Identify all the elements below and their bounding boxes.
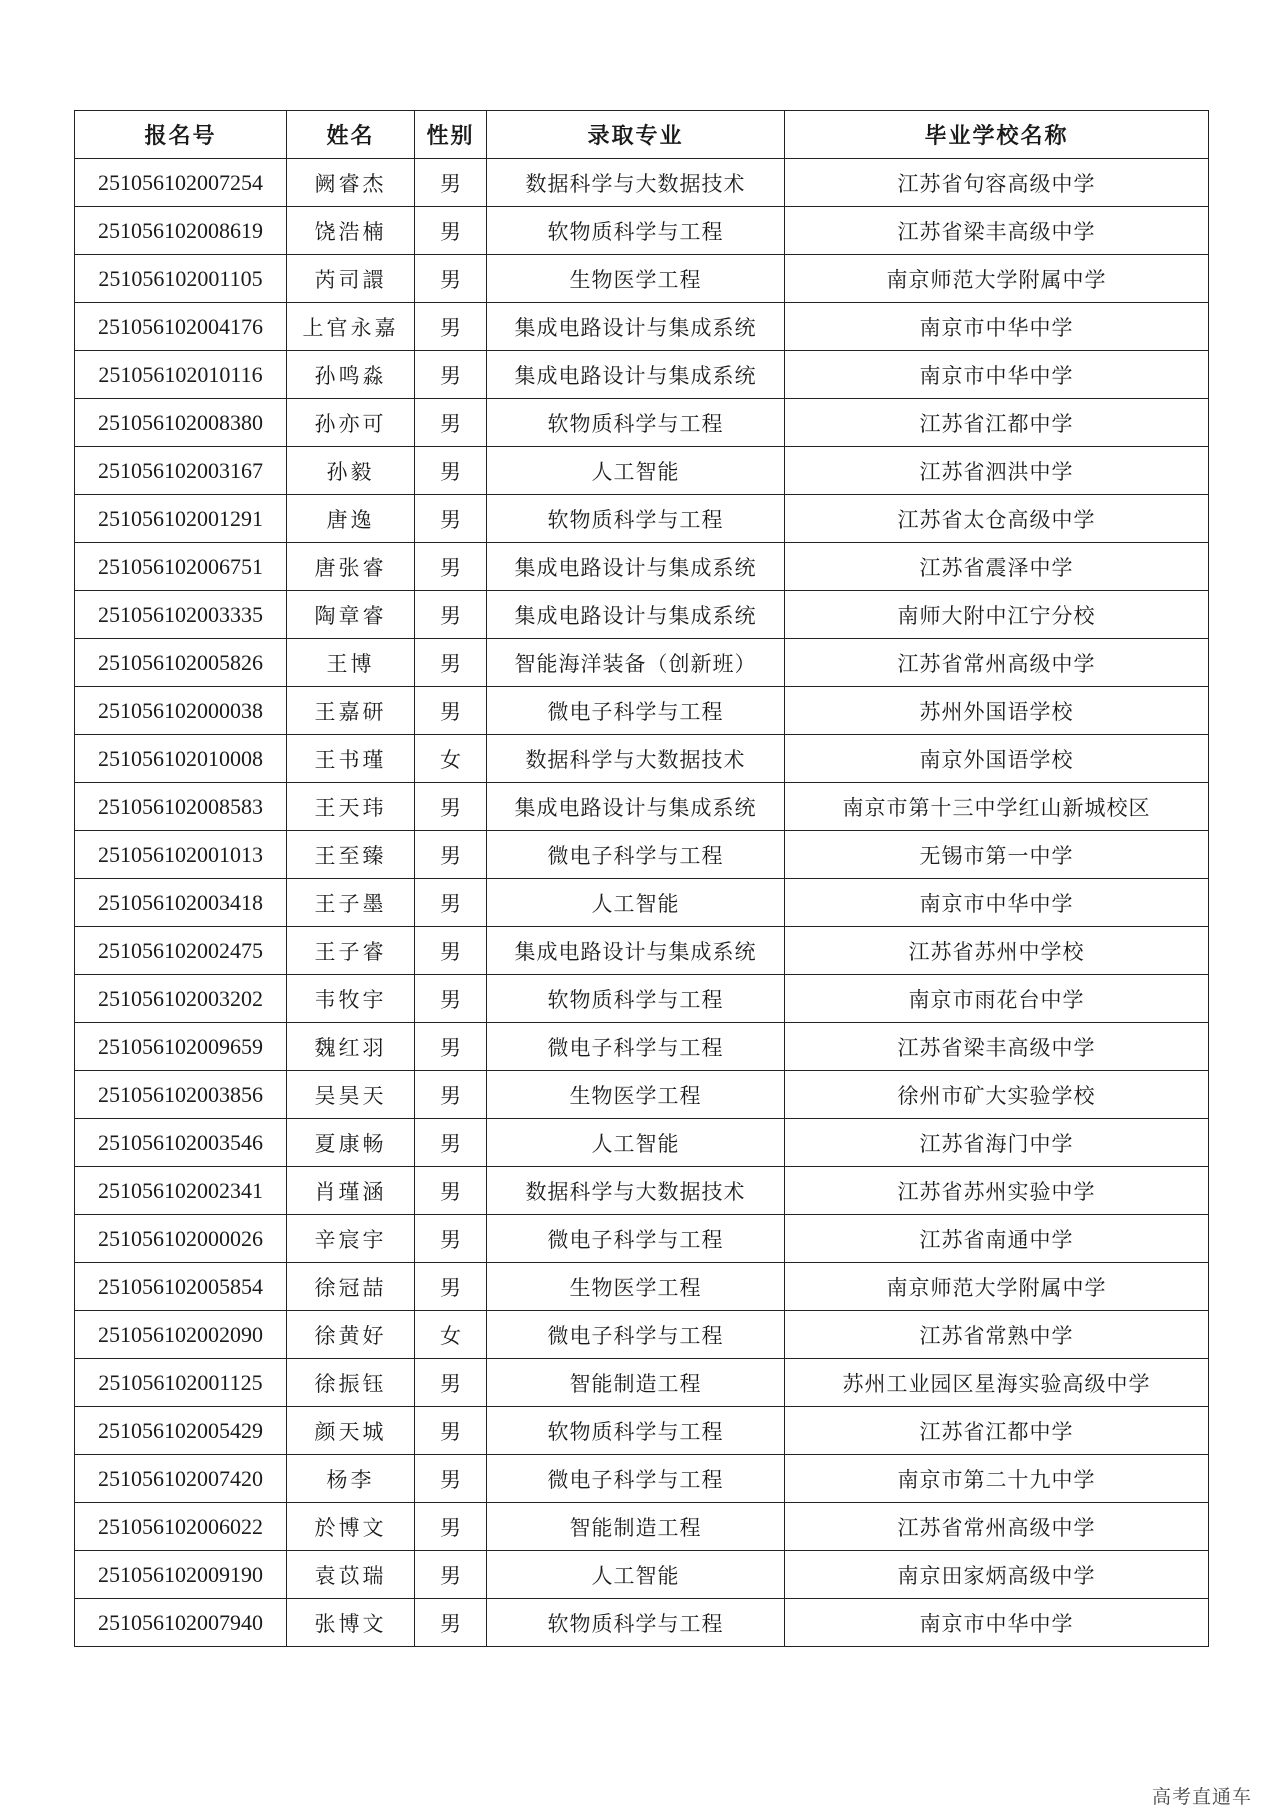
name-cell: 王嘉研 <box>287 687 415 735</box>
registration-number-cell: 251056102001125 <box>75 1359 287 1407</box>
gender-cell: 男 <box>415 1119 487 1167</box>
school-cell: 江苏省句容高级中学 <box>785 159 1209 207</box>
table-row <box>75 783 1209 831</box>
major-cell: 智能制造工程 <box>487 1503 785 1551</box>
major-cell: 集成电路设计与集成系统 <box>487 927 785 975</box>
major-cell: 智能制造工程 <box>487 1359 785 1407</box>
major-cell: 微电子科学与工程 <box>487 831 785 879</box>
school-cell: 南京市雨花台中学 <box>785 975 1209 1023</box>
major-cell: 生物医学工程 <box>487 255 785 303</box>
name-cell: 饶浩楠 <box>287 207 415 255</box>
gender-cell: 女 <box>415 735 487 783</box>
header-gender: 性别 <box>415 111 487 159</box>
major-cell: 软物质科学与工程 <box>487 975 785 1023</box>
header-major: 录取专业 <box>487 111 785 159</box>
name-cell: 袁苡瑞 <box>287 1551 415 1599</box>
registration-number-cell: 251056102005826 <box>75 639 287 687</box>
name-cell: 孙毅 <box>287 447 415 495</box>
table-row <box>75 303 1209 351</box>
major-cell: 集成电路设计与集成系统 <box>487 543 785 591</box>
major-cell: 数据科学与大数据技术 <box>487 159 785 207</box>
school-cell: 南京外国语学校 <box>785 735 1209 783</box>
table-row <box>75 879 1209 927</box>
registration-number-cell: 251056102001105 <box>75 255 287 303</box>
registration-number-cell: 251056102007254 <box>75 159 287 207</box>
registration-number-cell: 251056102009190 <box>75 1551 287 1599</box>
major-cell: 软物质科学与工程 <box>487 399 785 447</box>
school-cell: 江苏省梁丰高级中学 <box>785 1023 1209 1071</box>
major-cell: 集成电路设计与集成系统 <box>487 351 785 399</box>
school-cell: 南京师范大学附属中学 <box>785 255 1209 303</box>
table-row <box>75 1599 1209 1647</box>
gender-cell: 男 <box>415 783 487 831</box>
gender-cell: 男 <box>415 1407 487 1455</box>
gender-cell: 男 <box>415 255 487 303</box>
table-row <box>75 1503 1209 1551</box>
gender-cell: 男 <box>415 975 487 1023</box>
watermark: 高考直通车 <box>1151 1786 1252 1808</box>
school-cell: 江苏省泗洪中学 <box>785 447 1209 495</box>
name-cell: 王博 <box>287 639 415 687</box>
gender-cell: 男 <box>415 543 487 591</box>
name-cell: 徐冠喆 <box>287 1263 415 1311</box>
gender-cell: 男 <box>415 1023 487 1071</box>
header-school: 毕业学校名称 <box>785 111 1209 159</box>
gender-cell: 男 <box>415 495 487 543</box>
school-cell: 苏州工业园区星海实验高级中学 <box>785 1359 1209 1407</box>
name-cell: 徐振钰 <box>287 1359 415 1407</box>
school-cell: 江苏省震泽中学 <box>785 543 1209 591</box>
registration-number-cell: 251056102003546 <box>75 1119 287 1167</box>
school-cell: 南京市第十三中学红山新城校区 <box>785 783 1209 831</box>
school-cell: 南京市第二十九中学 <box>785 1455 1209 1503</box>
registration-number-cell: 251056102003856 <box>75 1071 287 1119</box>
school-cell: 南京田家炳高级中学 <box>785 1551 1209 1599</box>
major-cell: 软物质科学与工程 <box>487 495 785 543</box>
name-cell: 芮司譞 <box>287 255 415 303</box>
gender-cell: 男 <box>415 1455 487 1503</box>
registration-number-cell: 251056102001013 <box>75 831 287 879</box>
table-row <box>75 591 1209 639</box>
major-cell: 数据科学与大数据技术 <box>487 735 785 783</box>
gender-cell: 男 <box>415 1599 487 1647</box>
gender-cell: 男 <box>415 831 487 879</box>
registration-number-cell: 251056102002341 <box>75 1167 287 1215</box>
name-cell: 颜天城 <box>287 1407 415 1455</box>
gender-cell: 男 <box>415 639 487 687</box>
major-cell: 软物质科学与工程 <box>487 207 785 255</box>
registration-number-cell: 251056102003167 <box>75 447 287 495</box>
name-cell: 上官永嘉 <box>287 303 415 351</box>
school-cell: 南京市中华中学 <box>785 1599 1209 1647</box>
name-cell: 肖瑾涵 <box>287 1167 415 1215</box>
name-cell: 王至臻 <box>287 831 415 879</box>
table-row <box>75 543 1209 591</box>
table-row <box>75 351 1209 399</box>
school-cell: 江苏省常州高级中学 <box>785 639 1209 687</box>
major-cell: 生物医学工程 <box>487 1071 785 1119</box>
gender-cell: 男 <box>415 879 487 927</box>
gender-cell: 男 <box>415 159 487 207</box>
gender-cell: 男 <box>415 1215 487 1263</box>
name-cell: 孙鸣淼 <box>287 351 415 399</box>
registration-number-cell: 251056102006751 <box>75 543 287 591</box>
gender-cell: 男 <box>415 1071 487 1119</box>
major-cell: 集成电路设计与集成系统 <box>487 783 785 831</box>
gender-cell: 女 <box>415 1311 487 1359</box>
table-row <box>75 831 1209 879</box>
registration-number-cell: 251056102007940 <box>75 1599 287 1647</box>
school-cell: 江苏省常州高级中学 <box>785 1503 1209 1551</box>
registration-number-cell: 251056102003202 <box>75 975 287 1023</box>
registration-number-cell: 251056102005429 <box>75 1407 287 1455</box>
gender-cell: 男 <box>415 303 487 351</box>
name-cell: 陶章睿 <box>287 591 415 639</box>
name-cell: 於博文 <box>287 1503 415 1551</box>
registration-number-cell: 251056102009659 <box>75 1023 287 1071</box>
header-registration-number: 报名号 <box>75 111 287 159</box>
name-cell: 张博文 <box>287 1599 415 1647</box>
name-cell: 夏康畅 <box>287 1119 415 1167</box>
major-cell: 智能海洋装备（创新班） <box>487 639 785 687</box>
name-cell: 王书瑾 <box>287 735 415 783</box>
registration-number-cell: 251056102005854 <box>75 1263 287 1311</box>
table-row <box>75 1023 1209 1071</box>
gender-cell: 男 <box>415 1263 487 1311</box>
school-cell: 苏州外国语学校 <box>785 687 1209 735</box>
gender-cell: 男 <box>415 1503 487 1551</box>
table-row <box>75 975 1209 1023</box>
table-row <box>75 1215 1209 1263</box>
gender-cell: 男 <box>415 399 487 447</box>
gender-cell: 男 <box>415 1359 487 1407</box>
name-cell: 王天玮 <box>287 783 415 831</box>
school-cell: 无锡市第一中学 <box>785 831 1209 879</box>
school-cell: 南京师范大学附属中学 <box>785 1263 1209 1311</box>
major-cell: 软物质科学与工程 <box>487 1599 785 1647</box>
table-row <box>75 1263 1209 1311</box>
major-cell: 人工智能 <box>487 1119 785 1167</box>
school-cell: 江苏省苏州实验中学 <box>785 1167 1209 1215</box>
school-cell: 江苏省江都中学 <box>785 399 1209 447</box>
school-cell: 江苏省苏州中学校 <box>785 927 1209 975</box>
major-cell: 人工智能 <box>487 879 785 927</box>
table-row <box>75 399 1209 447</box>
name-cell: 辛宸宇 <box>287 1215 415 1263</box>
gender-cell: 男 <box>415 591 487 639</box>
registration-number-cell: 251056102002475 <box>75 927 287 975</box>
header-name: 姓名 <box>287 111 415 159</box>
name-cell: 阙睿杰 <box>287 159 415 207</box>
registration-number-cell: 251056102000038 <box>75 687 287 735</box>
name-cell: 王子墨 <box>287 879 415 927</box>
registration-number-cell: 251056102002090 <box>75 1311 287 1359</box>
name-cell: 吴昊天 <box>287 1071 415 1119</box>
name-cell: 杨李 <box>287 1455 415 1503</box>
school-cell: 江苏省海门中学 <box>785 1119 1209 1167</box>
registration-number-cell: 251056102008380 <box>75 399 287 447</box>
registration-number-cell: 251056102004176 <box>75 303 287 351</box>
major-cell: 人工智能 <box>487 1551 785 1599</box>
admission-table <box>74 110 1209 1647</box>
table-row <box>75 159 1209 207</box>
major-cell: 软物质科学与工程 <box>487 1407 785 1455</box>
gender-cell: 男 <box>415 1551 487 1599</box>
gender-cell: 男 <box>415 447 487 495</box>
gender-cell: 男 <box>415 351 487 399</box>
table-row <box>75 639 1209 687</box>
school-cell: 徐州市矿大实验学校 <box>785 1071 1209 1119</box>
registration-number-cell: 251056102003335 <box>75 591 287 639</box>
major-cell: 微电子科学与工程 <box>487 1455 785 1503</box>
table-row <box>75 735 1209 783</box>
gender-cell: 男 <box>415 687 487 735</box>
table-row <box>75 1551 1209 1599</box>
registration-number-cell: 251056102008583 <box>75 783 287 831</box>
table-row <box>75 687 1209 735</box>
major-cell: 生物医学工程 <box>487 1263 785 1311</box>
table-row <box>75 927 1209 975</box>
registration-number-cell: 251056102001291 <box>75 495 287 543</box>
school-cell: 南京市中华中学 <box>785 351 1209 399</box>
table-row <box>75 1167 1209 1215</box>
school-cell: 江苏省江都中学 <box>785 1407 1209 1455</box>
major-cell: 集成电路设计与集成系统 <box>487 591 785 639</box>
registration-number-cell: 251056102006022 <box>75 1503 287 1551</box>
table-row <box>75 1359 1209 1407</box>
school-cell: 江苏省常熟中学 <box>785 1311 1209 1359</box>
name-cell: 唐张睿 <box>287 543 415 591</box>
registration-number-cell: 251056102007420 <box>75 1455 287 1503</box>
school-cell: 南京市中华中学 <box>785 879 1209 927</box>
table-row <box>75 1407 1209 1455</box>
table-row <box>75 207 1209 255</box>
table-body <box>75 159 1209 1647</box>
table-row <box>75 495 1209 543</box>
name-cell: 韦牧宇 <box>287 975 415 1023</box>
gender-cell: 男 <box>415 927 487 975</box>
table-row <box>75 1071 1209 1119</box>
table-row <box>75 1119 1209 1167</box>
major-cell: 微电子科学与工程 <box>487 687 785 735</box>
major-cell: 微电子科学与工程 <box>487 1023 785 1071</box>
major-cell: 微电子科学与工程 <box>487 1311 785 1359</box>
name-cell: 徐黄好 <box>287 1311 415 1359</box>
table-header-row <box>75 111 1209 159</box>
registration-number-cell: 251056102010008 <box>75 735 287 783</box>
table-row <box>75 447 1209 495</box>
school-cell: 南师大附中江宁分校 <box>785 591 1209 639</box>
registration-number-cell: 251056102000026 <box>75 1215 287 1263</box>
school-cell: 南京市中华中学 <box>785 303 1209 351</box>
name-cell: 魏红羽 <box>287 1023 415 1071</box>
registration-number-cell: 251056102008619 <box>75 207 287 255</box>
name-cell: 王子睿 <box>287 927 415 975</box>
registration-number-cell: 251056102010116 <box>75 351 287 399</box>
name-cell: 孙亦可 <box>287 399 415 447</box>
name-cell: 唐逸 <box>287 495 415 543</box>
registration-number-cell: 251056102003418 <box>75 879 287 927</box>
table-row <box>75 1455 1209 1503</box>
school-cell: 江苏省梁丰高级中学 <box>785 207 1209 255</box>
major-cell: 微电子科学与工程 <box>487 1215 785 1263</box>
table-row <box>75 1311 1209 1359</box>
school-cell: 江苏省太仓高级中学 <box>785 495 1209 543</box>
major-cell: 数据科学与大数据技术 <box>487 1167 785 1215</box>
gender-cell: 男 <box>415 1167 487 1215</box>
gender-cell: 男 <box>415 207 487 255</box>
major-cell: 人工智能 <box>487 447 785 495</box>
major-cell: 集成电路设计与集成系统 <box>487 303 785 351</box>
table-row <box>75 255 1209 303</box>
school-cell: 江苏省南通中学 <box>785 1215 1209 1263</box>
